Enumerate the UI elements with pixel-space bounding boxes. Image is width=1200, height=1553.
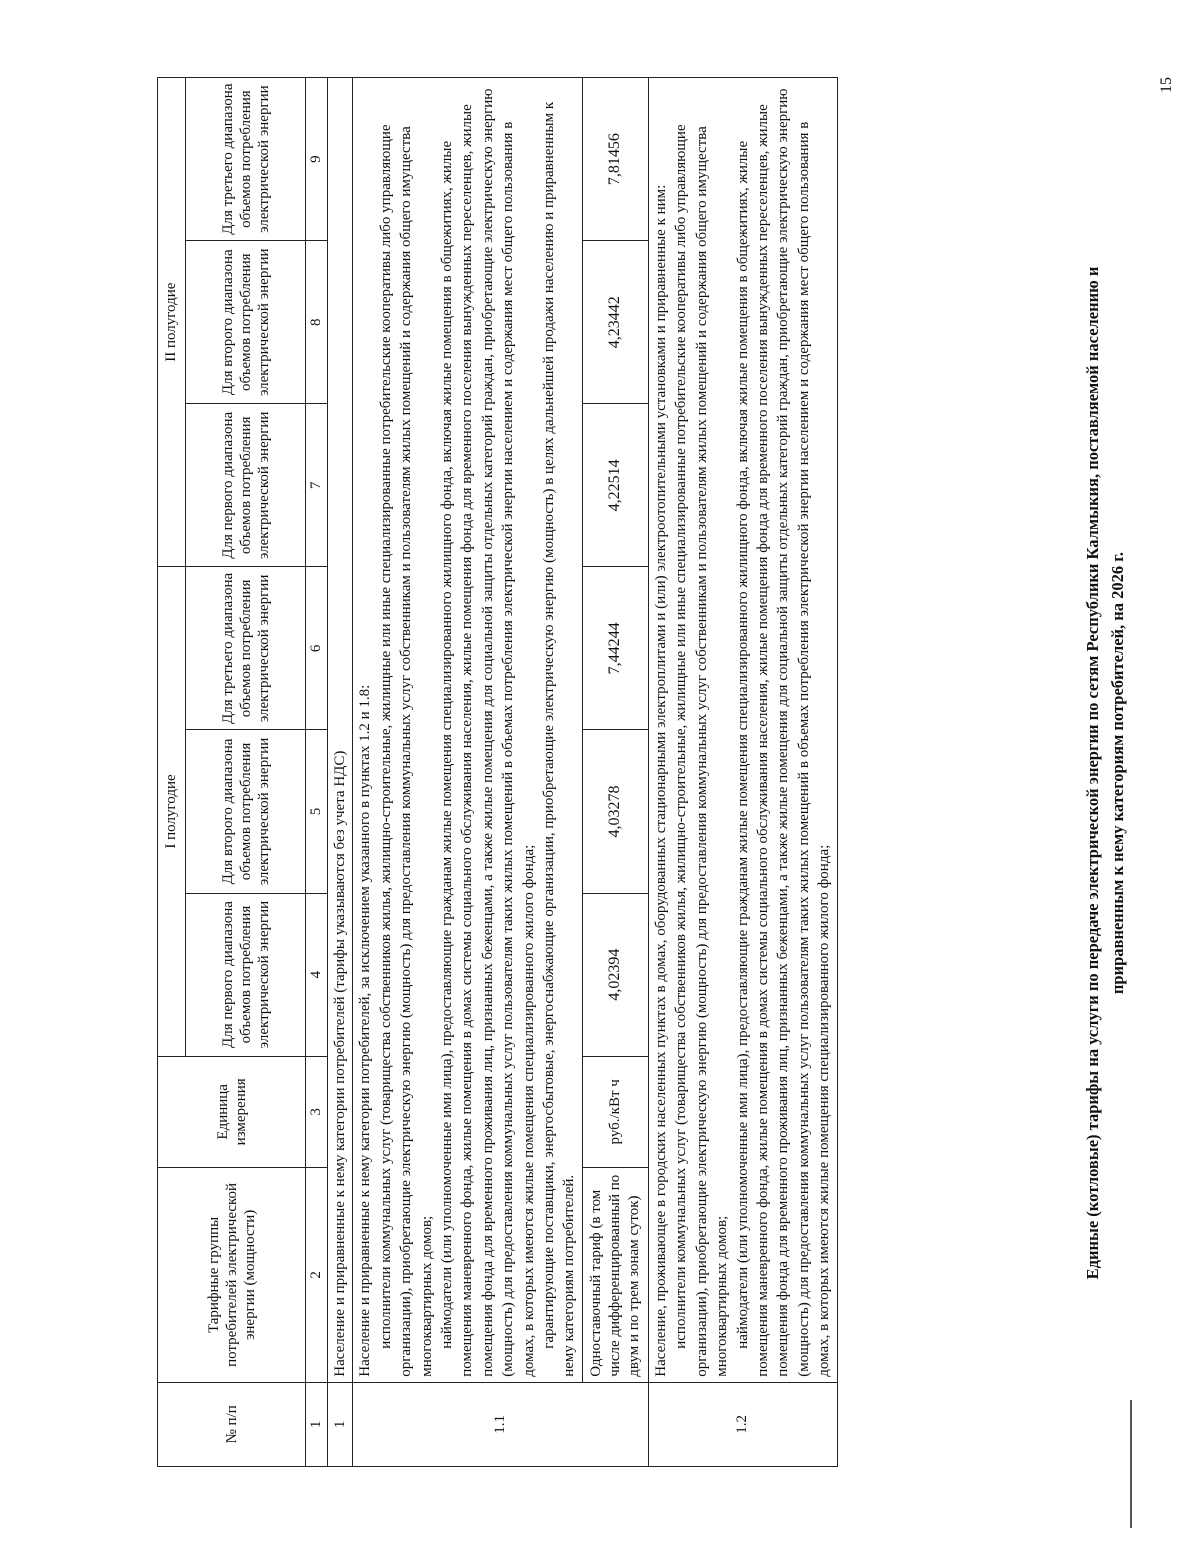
col-index: 1 bbox=[306, 1382, 328, 1466]
col-index: 7 bbox=[306, 404, 328, 567]
header-half1: I полугодие bbox=[158, 567, 186, 1056]
header-range3-h1: Для третьего диапазона объемов потребления электрической энергии bbox=[186, 567, 306, 730]
col-index: 4 bbox=[306, 893, 328, 1056]
header-range2-h1: Для второго диапазона объемов потребления электрической энергии bbox=[186, 730, 306, 893]
section1-num: 1 bbox=[328, 1382, 353, 1466]
row11-description bbox=[353, 78, 582, 1383]
header-group: Тарифные группы потребителей электрической энергии (мощности) bbox=[158, 1168, 306, 1383]
header-half2: II полугодие bbox=[158, 78, 186, 567]
col-index: 6 bbox=[306, 567, 328, 730]
col-index: 9 bbox=[306, 78, 328, 241]
row11-intro: Население и приравненные к нему категории потребителей, за исключением указанного в пунктах 1.2 и 1.8: bbox=[357, 684, 374, 1377]
header-num: № п/п bbox=[158, 1382, 306, 1466]
tariff-table bbox=[157, 77, 838, 1467]
col-index: 2 bbox=[306, 1168, 328, 1383]
col-index: 5 bbox=[306, 730, 328, 893]
tariff-table-wrapper bbox=[157, 77, 1027, 1467]
col-index: 3 bbox=[306, 1056, 328, 1167]
row12-paragraph-2: наймодатели (или уполномоченные ими лица), предоставляющие гражданам жилые помещения специализированного жилищного фонда, включая жилые помещения в общежитиях, жилые помещения маневренного фонда, жилые помещения в домах системы социального обслуживания населения, жилые помещения фонда для временного поселения вынужденных переселенцев, жилые помещения фонда для временного проживания лиц, признанных беженцами, а также жилые помещения для социальной защиты отдельных категорий граждан, приобретающие электрическую энергию (мощность) для предоставления коммунальных услуг пользователям таких жилых помещений в объемах потребления электрической энергии населением и содержания мест общего пользования в домах, в которых имеются жилые помещения специализированного жилого фонда; bbox=[734, 88, 833, 1377]
row11-value-2: 4,03278 bbox=[582, 730, 648, 893]
title-line-2: приравненным к нему категориям потребителей, на 2026 г. bbox=[1108, 551, 1127, 995]
section1-text: Население и приравненные к нему категории потребителей (тарифы указываются без учета НДС) bbox=[328, 78, 353, 1383]
header-range1-h1: Для первого диапазона объемов потребления электрической энергии bbox=[186, 893, 306, 1056]
row11-unit: руб./кВт ч bbox=[582, 1056, 648, 1167]
document-title bbox=[1080, 123, 1130, 1423]
header-range2-h2: Для второго диапазона объемов потребления электрической энергии bbox=[186, 241, 306, 404]
row12-paragraph-1: исполнители коммунальных услуг (товарищества собственников жилья, жилищно-строительные, жилищные или иные специализированные потребительские кооперативы либо управляющие организации), приобретающие электрическую энергию (мощность) для предоставления коммунальных услуг собственникам и пользователям жилых помещений и содержания общего имущества многоквартирных домов; bbox=[673, 124, 731, 1377]
header-range3-h2: Для третьего диапазона объемов потребления электрической энергии bbox=[186, 78, 306, 241]
row11-tariff-label: Одноставочный тариф (в том числе дифференцированный по двум и по трем зонам суток) bbox=[582, 1168, 648, 1383]
row12-intro: Население, проживающее в городских населенных пунктах в домах, оборудованных стационарными электроплитами и (или) электроотопительными установками и приравненные к ним: bbox=[652, 184, 669, 1377]
row11-value-4: 4,22514 bbox=[582, 404, 648, 567]
row12-description bbox=[648, 78, 837, 1383]
row12-num: 1.2 bbox=[648, 1382, 837, 1466]
row11-value-6: 7,81456 bbox=[582, 78, 648, 241]
row11-value-1: 4,02394 bbox=[582, 893, 648, 1056]
footer-rule bbox=[1130, 1400, 1132, 1528]
row11-num: 1.1 bbox=[353, 1382, 648, 1466]
header-range1-h2: Для первого диапазона объемов потребления электрической энергии bbox=[186, 404, 306, 567]
header-unit: Единица измерения bbox=[158, 1056, 306, 1167]
row11-paragraph-3: гарантирующие поставщики, энергосбытовые, энергоснабжающие организации, приобретающие электрическую энергию (мощность) в целях дальнейшей продажи населению и приравненным к нему категориям потребителей. bbox=[541, 101, 578, 1377]
page-number: 15 bbox=[1158, 77, 1175, 93]
row11-paragraph-2: наймодатели (или уполномоченные ими лица), предоставляющие гражданам жилые помещения специализированного жилищного фонда, включая жилые помещения в общежитиях, жилые помещения маневренного фонда, жилые помещения в домах системы социального обслуживания населения, жилые помещения фонда для временного поселения вынужденных переселенцев, жилые помещения фонда для временного проживания лиц, признанных беженцами, а также жилые помещения для социальной защиты отдельных категорий граждан, приобретающие электрическую энергию (мощность) для предоставления коммунальных услуг пользователям таких жилых помещений в объемах потребления электрической энергии населением и содержания мест общего пользования в домах, в которых имеются жилые помещения специализированного жилого фонда; bbox=[439, 88, 537, 1377]
title-line-1: Единые (котловые) тарифы на услуги по передаче электрической энергии по сетям Республики Калмыкия, поставляемой населению и bbox=[1083, 266, 1102, 1280]
row11-value-3: 7,44244 bbox=[582, 567, 648, 730]
row11-paragraph-1: исполнители коммунальных услуг (товарищества собственников жилья, жилищно-строительные, жилищные или иные специализированные потребительские кооперативы либо управляющие организации), приобретающие электрическую энергию (мощность) для предоставления коммунальных услуг собственникам и пользователям жилых помещений и содержания общего имущества многоквартирных домов; bbox=[377, 124, 435, 1377]
row11-value-5: 4,23442 bbox=[582, 241, 648, 404]
col-index: 8 bbox=[306, 241, 328, 404]
